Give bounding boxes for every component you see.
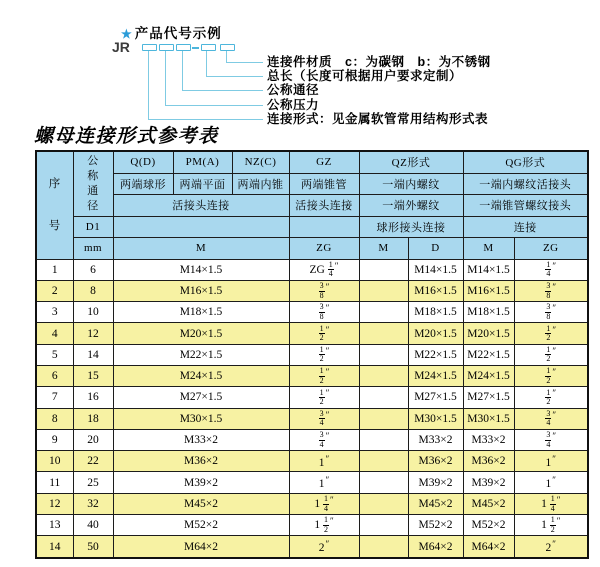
- cell-qg-zg: $\frac{1}{2}$ ″: [514, 344, 588, 365]
- header-unit-qz-m: M: [359, 238, 408, 260]
- table-title: 螺母连接形式参考表: [34, 126, 219, 147]
- cell-qg-zg: $\frac{1}{2}$ ″: [514, 365, 588, 386]
- cell-m: M45×2: [113, 493, 289, 514]
- cell-zg: $\frac{1}{2}$ ″: [289, 387, 359, 408]
- cell-qg-m: M30×1.5: [463, 408, 514, 429]
- header-seq: 序号: [36, 151, 73, 259]
- cell-dn: 14: [73, 344, 113, 365]
- header-col-qz: QZ形式: [359, 151, 463, 173]
- connector-line-1: [148, 51, 263, 120]
- cell-qg-m: M36×2: [463, 451, 514, 472]
- cell-m: M39×2: [113, 472, 289, 493]
- header-unit-m: M: [113, 238, 289, 260]
- cell-dn: 15: [73, 365, 113, 386]
- cell-qg-zg: $\frac{1}{4}$ ″: [514, 259, 588, 280]
- cell-qz-d: M36×2: [408, 451, 463, 472]
- cell-dn: 40: [73, 515, 113, 536]
- cell-qz-d: M14×1.5: [408, 259, 463, 280]
- header-sub-qd: 两端球形: [113, 173, 173, 195]
- code-label-pressure: 公称压力: [267, 98, 320, 112]
- cell-qg-m: M16×1.5: [463, 280, 514, 301]
- cell-m: M36×2: [113, 451, 289, 472]
- cell-m: M20×1.5: [113, 323, 289, 344]
- cell-qz-m: [359, 302, 408, 323]
- cell-qz-m: [359, 280, 408, 301]
- cell-qz-m: [359, 536, 408, 558]
- table-header: [36, 151, 588, 259]
- cell-qz-m: [359, 365, 408, 386]
- code-box-2: [159, 44, 174, 51]
- cell-seq: 8: [36, 408, 73, 429]
- cell-zg: $\frac{3}{8}$ ″: [289, 302, 359, 323]
- header-union-gz: 活接头连接: [289, 195, 359, 217]
- cell-m: M33×2: [113, 429, 289, 450]
- cell-dn: 6: [73, 259, 113, 280]
- cell-zg: $\frac{3}{8}$ ″: [289, 280, 359, 301]
- cell-zg: $\frac{1}{2}$ ″: [289, 365, 359, 386]
- cell-qz-d: M30×1.5: [408, 408, 463, 429]
- cell-qg-m: M52×2: [463, 515, 514, 536]
- cell-qg-m: M18×1.5: [463, 302, 514, 323]
- cell-qz-d: M24×1.5: [408, 365, 463, 386]
- cell-zg: 1 $\frac{1}{2}$ ″: [289, 515, 359, 536]
- cell-seq: 4: [36, 323, 73, 344]
- code-box-1: [142, 44, 157, 51]
- header-qz-male: 一端外螺纹: [359, 195, 463, 217]
- cell-qz-m: [359, 387, 408, 408]
- cell-m: M16×1.5: [113, 280, 289, 301]
- table-row: [36, 429, 588, 450]
- cell-zg: 1 $\frac{1}{4}$ ″: [289, 493, 359, 514]
- cell-qz-d: M39×2: [408, 472, 463, 493]
- cell-qz-m: [359, 472, 408, 493]
- cell-dn: 18: [73, 408, 113, 429]
- cell-zg: ZG $\frac{1}{4}$ ″: [289, 259, 359, 280]
- code-label-material: 连接件材质 c：为碳钢 b：为不锈钢: [267, 55, 491, 69]
- cell-qz-m: [359, 259, 408, 280]
- cell-zg: 1″: [289, 451, 359, 472]
- cell-qz-m: [359, 493, 408, 514]
- table-row: [36, 302, 588, 323]
- cell-qz-m: [359, 408, 408, 429]
- table-row: [36, 472, 588, 493]
- cell-seq: 12: [36, 493, 73, 514]
- header-d1: D1: [73, 216, 113, 238]
- header-unit-qg-m: M: [463, 238, 514, 260]
- code-label-diameter: 公称通径: [267, 83, 320, 97]
- code-box-5: [220, 44, 235, 51]
- table-row: [36, 451, 588, 472]
- cell-m: M18×1.5: [113, 302, 289, 323]
- cell-dn: 16: [73, 387, 113, 408]
- cell-qz-d: M27×1.5: [408, 387, 463, 408]
- cell-qg-zg: 1 $\frac{1}{2}$ ″: [514, 515, 588, 536]
- header-union-left: 活接头连接: [113, 195, 289, 217]
- cell-zg: 2″: [289, 536, 359, 558]
- table-row: [36, 280, 588, 301]
- cell-qg-m: M20×1.5: [463, 323, 514, 344]
- table-row: [36, 344, 588, 365]
- cell-seq: 7: [36, 387, 73, 408]
- cell-dn: 8: [73, 280, 113, 301]
- header-col-pma: PM(A): [173, 151, 232, 173]
- table-row: [36, 515, 588, 536]
- cell-qg-m: M14×1.5: [463, 259, 514, 280]
- header-unit-zg: ZG: [289, 238, 359, 260]
- star-icon: ★: [121, 27, 133, 41]
- cell-qg-zg: $\frac{3}{8}$ ″: [514, 280, 588, 301]
- header-qg-connect: 连接: [463, 216, 588, 238]
- cell-qg-m: M24×1.5: [463, 365, 514, 386]
- cell-qz-d: M22×1.5: [408, 344, 463, 365]
- cell-zg: $\frac{3}{4}$ ″: [289, 429, 359, 450]
- diagram-heading: [121, 22, 222, 42]
- header-sub-qg: 一端内螺纹活接头: [463, 173, 588, 195]
- table-row: [36, 323, 588, 344]
- cell-dn: 25: [73, 472, 113, 493]
- cell-dn: 20: [73, 429, 113, 450]
- header-dn: 公称通径: [73, 151, 113, 216]
- cell-qz-m: [359, 429, 408, 450]
- cell-dn: 10: [73, 302, 113, 323]
- product-code-prefix: JR: [112, 39, 130, 55]
- cell-m: M22×1.5: [113, 344, 289, 365]
- cell-qg-zg: 2″: [514, 536, 588, 558]
- cell-dn: 50: [73, 536, 113, 558]
- nut-connection-table: [35, 150, 589, 559]
- cell-qg-m: M22×1.5: [463, 344, 514, 365]
- cell-seq: 10: [36, 451, 73, 472]
- code-dash: [192, 47, 199, 49]
- cell-qg-zg: 1″: [514, 472, 588, 493]
- table-row: [36, 259, 588, 280]
- cell-seq: 2: [36, 280, 73, 301]
- table-row: [36, 408, 588, 429]
- cell-seq: 11: [36, 472, 73, 493]
- cell-qg-zg: 1 $\frac{1}{4}$ ″: [514, 493, 588, 514]
- header-sub-nzc: 两端内锥: [232, 173, 289, 195]
- header-sub-qz: 一端内螺纹: [359, 173, 463, 195]
- cell-qz-d: M52×2: [408, 515, 463, 536]
- header-qz-ball: 球形接头连接: [359, 216, 463, 238]
- code-box-3: [176, 44, 191, 51]
- cell-zg: $\frac{1}{2}$ ″: [289, 323, 359, 344]
- cell-qg-zg: $\frac{3}{4}$ ″: [514, 408, 588, 429]
- cell-qz-d: M64×2: [408, 536, 463, 558]
- cell-qz-d: M16×1.5: [408, 280, 463, 301]
- cell-qg-zg: $\frac{1}{2}$ ″: [514, 323, 588, 344]
- cell-qz-d: M33×2: [408, 429, 463, 450]
- table-row: [36, 387, 588, 408]
- cell-qg-m: M33×2: [463, 429, 514, 450]
- header-col-nzc: NZ(C): [232, 151, 289, 173]
- cell-zg: $\frac{3}{4}$ ″: [289, 408, 359, 429]
- cell-m: M30×1.5: [113, 408, 289, 429]
- cell-qz-m: [359, 515, 408, 536]
- cell-qg-m: M39×2: [463, 472, 514, 493]
- header-unit-qz-d: D: [408, 238, 463, 260]
- cell-qz-m: [359, 451, 408, 472]
- cell-dn: 32: [73, 493, 113, 514]
- cell-m: M24×1.5: [113, 365, 289, 386]
- cell-dn: 22: [73, 451, 113, 472]
- cell-qg-zg: $\frac{3}{4}$ ″: [514, 429, 588, 450]
- table-body: [36, 259, 588, 558]
- diagram-heading-text: 产品代号示例: [134, 26, 222, 41]
- header-unit-qg-zg: ZG: [514, 238, 588, 260]
- table-row: [36, 493, 588, 514]
- cell-m: M14×1.5: [113, 259, 289, 280]
- cell-qz-d: M18×1.5: [408, 302, 463, 323]
- header-col-qd: Q(D): [113, 151, 173, 173]
- cell-seq: 9: [36, 429, 73, 450]
- header-col-qg: QG形式: [463, 151, 588, 173]
- cell-seq: 6: [36, 365, 73, 386]
- code-box-4: [201, 44, 216, 51]
- header-blank-left: [113, 216, 289, 238]
- header-unit-mm: mm: [73, 238, 113, 260]
- cell-qg-m: M45×2: [463, 493, 514, 514]
- table-row: [36, 365, 588, 386]
- cell-qg-m: M64×2: [463, 536, 514, 558]
- cell-m: M52×2: [113, 515, 289, 536]
- cell-seq: 1: [36, 259, 73, 280]
- header-sub-gz: 两端锥管: [289, 173, 359, 195]
- code-label-length: 总长（长度可根据用户要求定制）: [267, 69, 463, 83]
- cell-zg: $\frac{1}{2}$ ″: [289, 344, 359, 365]
- header-blank-gz: [289, 216, 359, 238]
- cell-seq: 5: [36, 344, 73, 365]
- cell-qz-m: [359, 323, 408, 344]
- cell-zg: 1″: [289, 472, 359, 493]
- cell-qg-zg: 1″: [514, 451, 588, 472]
- cell-qg-zg: $\frac{3}{8}$ ″: [514, 302, 588, 323]
- table-row: [36, 536, 588, 558]
- cell-seq: 3: [36, 302, 73, 323]
- header-sub-pma: 两端平面: [173, 173, 232, 195]
- cell-qg-m: M27×1.5: [463, 387, 514, 408]
- cell-qz-d: M20×1.5: [408, 323, 463, 344]
- cell-qg-zg: $\frac{1}{2}$ ″: [514, 387, 588, 408]
- cell-qz-m: [359, 344, 408, 365]
- cell-m: M27×1.5: [113, 387, 289, 408]
- cell-seq: 13: [36, 515, 73, 536]
- cell-qz-d: M45×2: [408, 493, 463, 514]
- code-label-connection: 连接形式：见金属软管常用结构形式表: [267, 112, 489, 126]
- cell-dn: 12: [73, 323, 113, 344]
- cell-seq: 14: [36, 536, 73, 558]
- header-qg-taper: 一端锥管螺纹接头: [463, 195, 588, 217]
- cell-m: M64×2: [113, 536, 289, 558]
- header-col-gz: GZ: [289, 151, 359, 173]
